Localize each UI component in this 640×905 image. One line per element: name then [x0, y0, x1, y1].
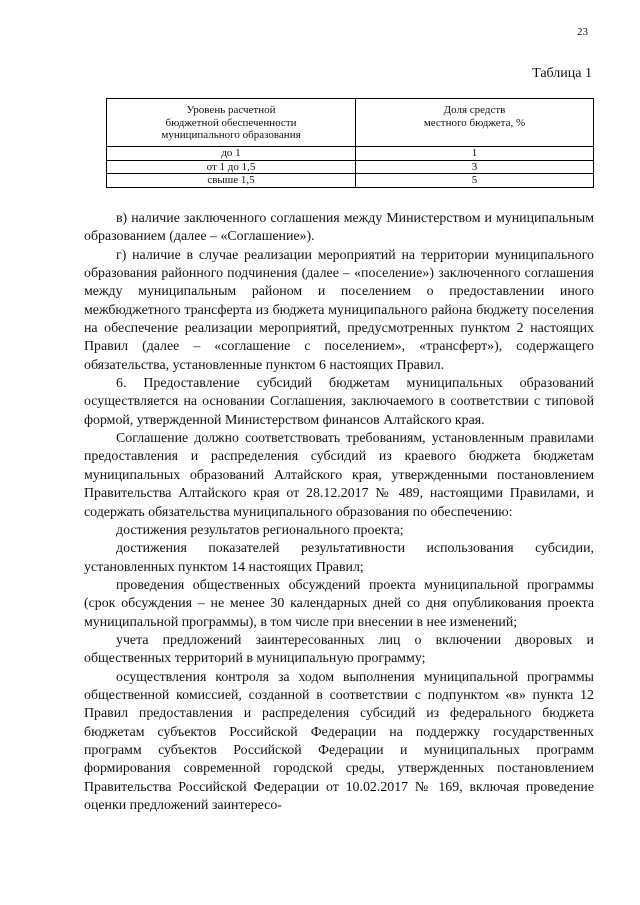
cell-share: 1	[356, 147, 594, 161]
paragraph-6: 6. Предоставление субсидий бюджетам муниципальных образований осуществляется на основании Соглашения, заключаемого в соответствии с типовой формой, утвержденной Министерством финансов Алтайского края.	[84, 376, 594, 428]
table-header-row	[107, 99, 594, 147]
cell-level: свыше 1,5	[107, 174, 356, 188]
obligation-item: достижения результатов регионального проекта;	[116, 522, 404, 538]
header-line: местного бюджета, %	[423, 116, 526, 129]
paragraph-agreement: Соглашение должно соответствовать требованиям, установленным правилами предоставления и распределения субсидий из краевого бюджета бюджетам муниципальных образований Алтайского края, утвержденными постановлением Правительства Алтайского края от 28.12.2017 № 489, настоящими Правилами, и содержать обязательства муниципального образования по обеспечению:	[84, 431, 594, 520]
table-row	[107, 147, 594, 161]
table-caption: Таблица 1	[532, 66, 592, 81]
cell-share: 3	[356, 160, 594, 174]
document-body	[84, 210, 594, 815]
obligation-item: проведения общественных обсуждений проекта муниципальной программы (срок обсуждения – не менее 30 календарных дней со дня опубликования проекта муниципальной программы), в том числе при внесении в нее изменений;	[84, 577, 594, 630]
budget-share-table	[106, 98, 594, 188]
header-line: Уровень расчетной	[186, 104, 276, 116]
cell-level: от 1 до 1,5	[107, 160, 356, 174]
obligation-item: достижения показателей результативности использования субсидии, установленных пунктом 14 настоящих Правил;	[84, 541, 594, 575]
header-line: бюджетной обеспеченности	[165, 116, 297, 129]
header-line: Доля средств	[443, 104, 506, 116]
page-number: 23	[577, 26, 588, 38]
obligation-item: осуществления контроля за ходом выполнения муниципальной программы общественной комиссией, созданной в соответствии с подпунктом «в» пункта 12 Правил предоставления и распределения субсидий из федерального бюджета бюджетам субъектов Российской Федерации на поддержку государственных программ субъектов Российской Федерации и муниципальных программ формирования современной городской среды, утвержденных постановлением Правительства Российской Федерации от 10.02.2017 № 169, включая проведение оценки предложений заинтересо-	[84, 669, 594, 813]
obligation-item: учета предложений заинтересованных лиц о включении дворовых и общественных территорий в муниципальную программу;	[84, 632, 594, 667]
header-line: муниципального образования	[161, 129, 301, 141]
table-row	[107, 160, 594, 174]
paragraph-g: г) наличие в случае реализации мероприятий на территории муниципального образования районного подчинения (далее – «поселение») заключенного соглашения между муниципальным районом и поселением о предоставлении иного межбюджетного трансферта из бюджета муниципального района бюджету поселения на обеспечение реализации мероприятий, предусмотренных пунктом 2 настоящих Правил (далее – «соглашение с поселением», «трансферт»), содержащего обязательства, установленные пунктом 6 настоящих Правил.	[84, 247, 594, 373]
paragraph-v: в) наличие заключенного соглашения между Министерством и муниципальным образованием (далее – «Соглашение»).	[84, 211, 594, 245]
header-local-share	[356, 99, 594, 147]
header-budget-level	[107, 99, 356, 147]
table-row	[107, 174, 594, 188]
cell-share: 5	[356, 174, 594, 188]
cell-level: до 1	[107, 147, 356, 161]
